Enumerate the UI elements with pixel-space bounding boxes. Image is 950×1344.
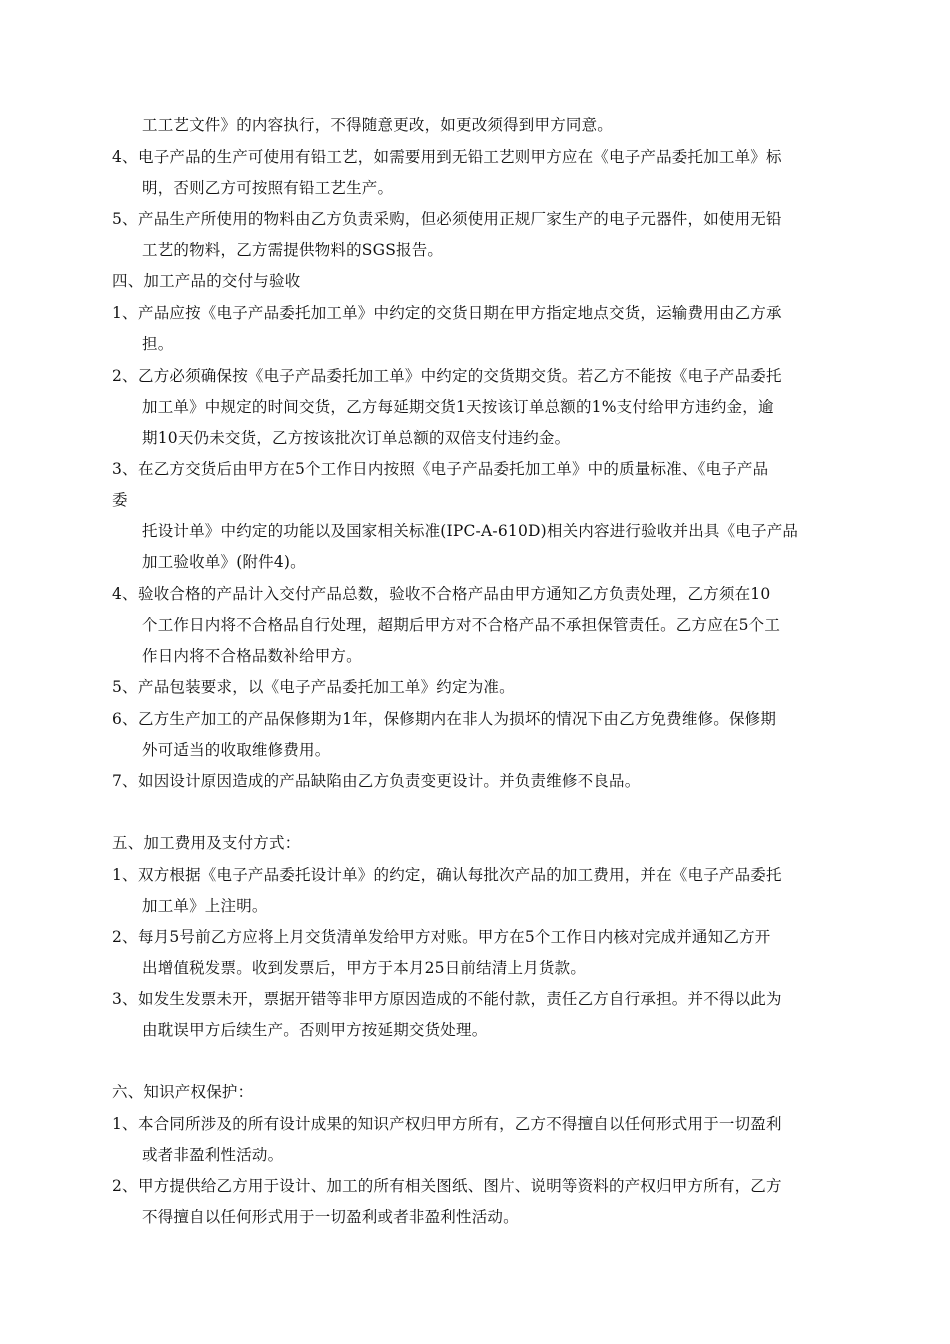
item-line: 甲方提供给乙方用于设计、加工的所有相关图纸、图片、说明等资料的产权归甲方所有，乙方 <box>138 1177 782 1195</box>
item-number: 5、 <box>112 678 138 696</box>
item-number: 5、 <box>112 210 138 228</box>
item-line: 加工单》上注明。 <box>142 897 268 915</box>
item-line: 明，否则乙方可按照有铅工艺生产。 <box>142 179 394 197</box>
item-number: 1、 <box>112 866 138 884</box>
item-line: 担。 <box>142 335 174 353</box>
item-line: 外可适当的收取维修费用。 <box>142 741 331 759</box>
section-heading: 四、加工产品的交付与验收 <box>112 272 301 290</box>
item-line: 期10天仍未交货，乙方按该批次订单总额的双倍支付违约金。 <box>142 429 571 447</box>
item-number: 6、 <box>112 710 138 728</box>
item-line: 托设计单》中约定的功能以及国家相关标准(IPC-A-610D)相关内容进行验收并出具《电子产品 <box>142 522 799 540</box>
item-number: 4、 <box>112 148 138 166</box>
item-line: 出增值税发票。收到发票后，甲方于本月25日前结清上月货款。 <box>142 959 587 977</box>
item-line: 不得擅自以任何形式用于一切盈利或者非盈利性活动。 <box>142 1208 519 1226</box>
item-line: 作日内将不合格品数补给甲方。 <box>142 647 362 665</box>
item-line: 或者非盈利性活动。 <box>142 1146 284 1164</box>
item-number: 3、 <box>112 460 138 478</box>
item-number: 2、 <box>112 1177 138 1195</box>
section-heading: 五、加工费用及支付方式： <box>112 834 301 852</box>
item-number: 2、 <box>112 928 138 946</box>
section-heading: 六、知识产权保护： <box>112 1083 254 1101</box>
item-line: 工艺的物料，乙方需提供物料的SGS报告。 <box>142 241 444 259</box>
item-number: 1、 <box>112 304 138 322</box>
item-line: 验收合格的产品计入交付产品总数，验收不合格产品由甲方通知乙方负责处理，乙方须在10 <box>138 585 771 603</box>
continuation-line: 工工艺文件》的内容执行，不得随意更改，如更改须得到甲方同意。 <box>142 116 614 134</box>
item-line: 如因设计原因造成的产品缺陷由乙方负责变更设计。并负责维修不良品。 <box>138 772 641 790</box>
item-number: 3、 <box>112 990 138 1008</box>
item-line: 每月5号前乙方应将上月交货清单发给甲方对账。甲方在5个工作日内核对完成并通知乙方开 <box>138 928 771 946</box>
item-line: 本合同所涉及的所有设计成果的知识产权归甲方所有，乙方不得擅自以任何形式用于一切盈利 <box>138 1115 782 1133</box>
item-line: 个工作日内将不合格品自行处理，超期后甲方对不合格产品不承担保管责任。乙方应在5个工 <box>142 616 781 634</box>
item-line: 双方根据《电子产品委托设计单》的约定，确认每批次产品的加工费用，并在《电子产品委托 <box>138 866 782 884</box>
item-line: 产品生产所使用的物料由乙方负责采购，但必须使用正规厂家生产的电子元器件，如使用无铅 <box>138 210 782 228</box>
item-line: 由耽误甲方后续生产。否则甲方按延期交货处理。 <box>142 1021 488 1039</box>
item-number: 7、 <box>112 772 138 790</box>
item-line: 在乙方交货后由甲方在5个工作日内按照《电子产品委托加工单》中的质量标准、《电子产品 <box>138 460 769 478</box>
item-number: 1、 <box>112 1115 138 1133</box>
item-line: 如发生发票未开，票据开错等非甲方原因造成的不能付款，责任乙方自行承担。并不得以此为 <box>138 990 782 1008</box>
item-line: 加工验收单》(附件4)。 <box>142 553 306 571</box>
item-line: 产品包装要求，以《电子产品委托加工单》约定为准。 <box>138 678 515 696</box>
item-line: 乙方生产加工的产品保修期为1年，保修期内在非人为损坏的情况下由乙方免费维修。保修期 <box>138 710 777 728</box>
item-line: 委 <box>112 491 128 509</box>
item-line: 加工单》中规定的时间交货，乙方每延期交货1天按该订单总额的1%支付给甲方违约金，逾 <box>142 398 774 416</box>
item-line: 产品应按《电子产品委托加工单》中约定的交货日期在甲方指定地点交货，运输费用由乙方承 <box>138 304 782 322</box>
item-line: 乙方必须确保按《电子产品委托加工单》中约定的交货期交货。若乙方不能按《电子产品委托 <box>138 367 782 385</box>
item-line: 电子产品的生产可使用有铅工艺，如需要用到无铅工艺则甲方应在《电子产品委托加工单》标 <box>138 148 782 166</box>
item-number: 2、 <box>112 367 138 385</box>
item-number: 4、 <box>112 585 138 603</box>
